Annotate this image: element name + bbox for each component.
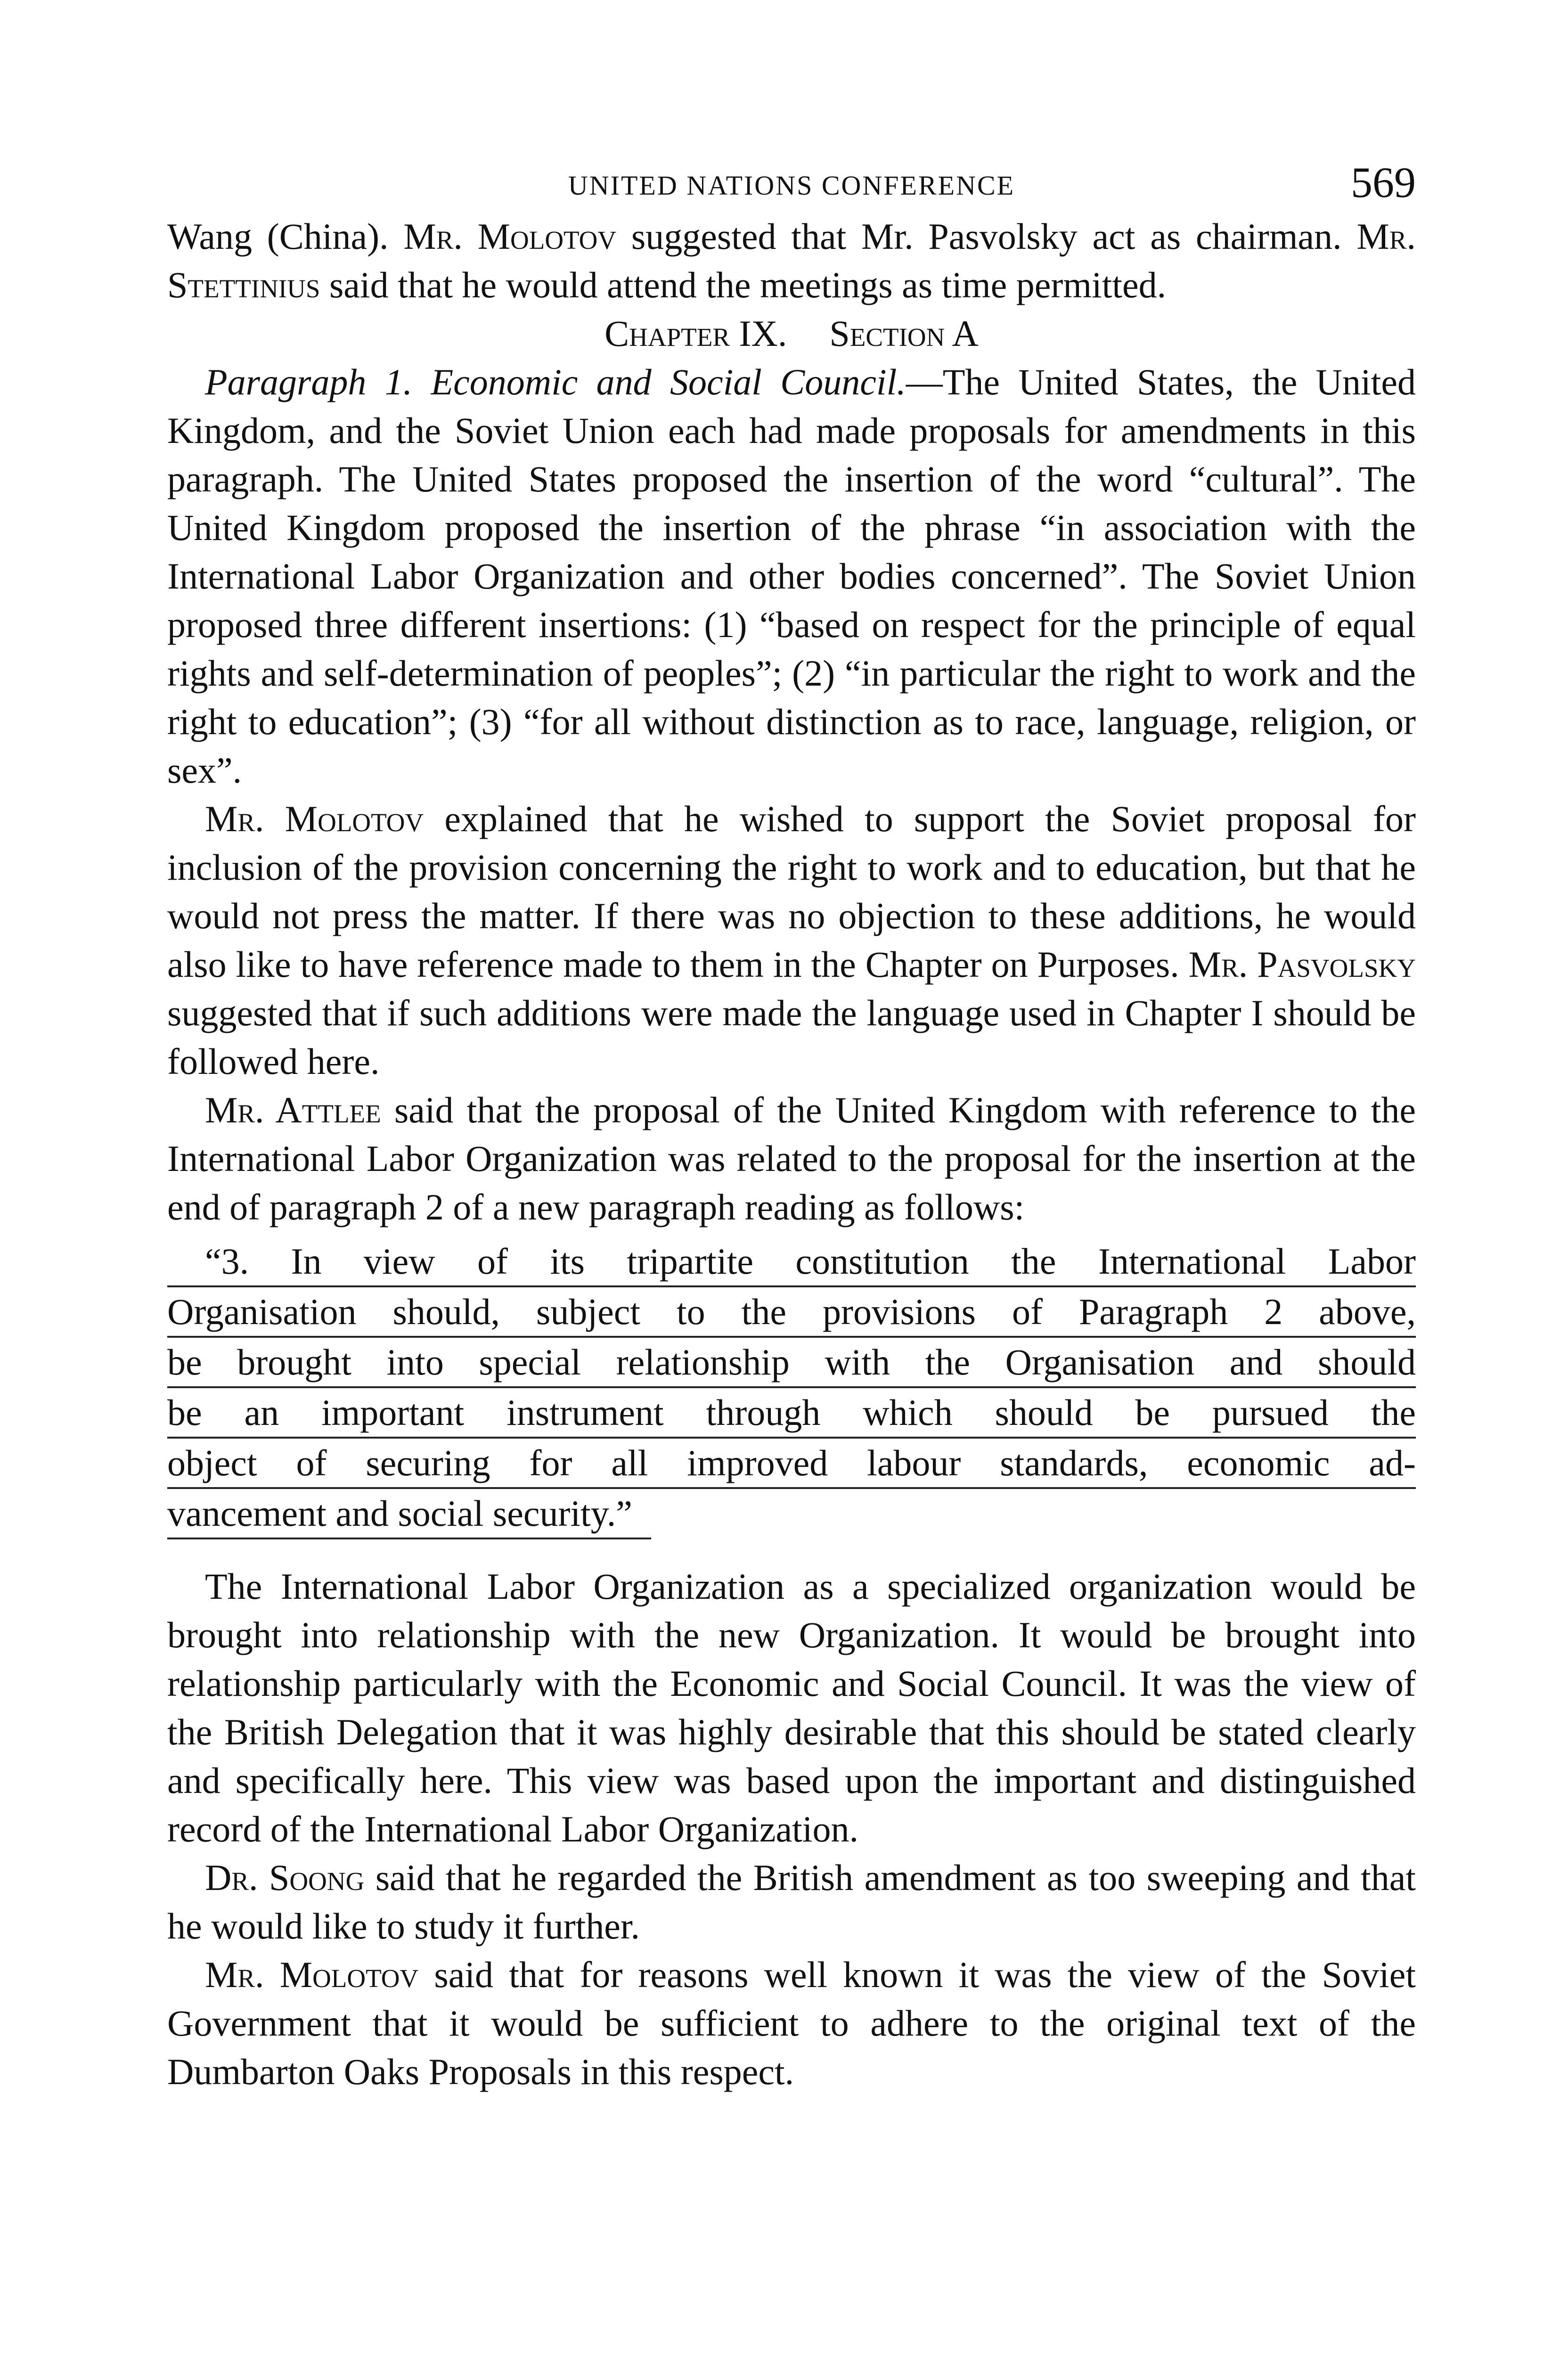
section-label: Section A — [829, 313, 979, 354]
paragraph-label: Paragraph 1. Economic and Social Council. — [205, 361, 906, 402]
speaker-name: Dr. Soong — [205, 1857, 365, 1898]
body-text — [167, 212, 1416, 2096]
paragraph-continuation — [167, 212, 1416, 309]
paragraph-attlee — [167, 1086, 1416, 1231]
text-run: Wang (China). — [167, 216, 404, 257]
paragraph-molotov-explained — [167, 794, 1416, 1086]
speaker-name: Mr. Molotov — [403, 216, 617, 257]
quote-line: Organisation should, subject to the provisions of Paragraph 2 above, — [167, 1287, 1416, 1338]
quote-line: object of securing for all improved labour standards, economic ad- — [167, 1439, 1416, 1489]
paragraph-molotov-soviet-government — [167, 1950, 1416, 2096]
text-run: —The United States, the United Kingdom, and the Soviet Union each had made proposals for amendments in this paragraph. The United States proposed the insertion of the word “cultural”. The United Kingdom proposed the insertion of the phrase “in association with the International Labor Organization and other bodies concerned”. The Soviet Union proposed three different insertions: (1) “based on respect for the principle of equal rights and self-determination of peoples”; (2) “in particular the right to work and the right to education”; (3) “for all without distinction as to race, language, religion, or sex”. — [167, 361, 1416, 791]
speaker-name: Mr. Stettinius — [167, 216, 1416, 305]
text-run: The International Labor Organization as a specialized organization would be brought into relationship with the new Organization. It would be brought into relationship particularly with the Economic and Social Council. It was the view of the British Delegation that it was highly desirable that this should be stated clearly and specifically here. This view was based upon the important and distinguished record of the International Labor Organization. — [167, 1566, 1416, 1849]
chapter-heading — [167, 309, 1416, 358]
speaker-name: Mr. Molotov — [205, 798, 424, 839]
speaker-name: Mr. Pasvolsky — [1188, 944, 1416, 985]
text-run: suggested that Mr. Pasvolsky act as chairman. — [616, 216, 1357, 257]
paragraph-economic-social-council — [167, 358, 1416, 794]
text-run: said that for reasons well known it was the view of the Soviet Government that it would be sufficient to adhere to the original text of the Dumbarton Oaks Proposals in this respect. — [167, 1954, 1416, 2092]
text-run: suggested that if such additions were made the language used in Chapter I should be followed here. — [167, 992, 1416, 1082]
quote-line: be brought into special relationship with the Organisation and should — [167, 1338, 1416, 1388]
quote-line: vancement and social security.” — [167, 1489, 651, 1539]
text-run: explained that he wished to support the Soviet proposal for inclusion of the provision concerning the right to work and to education, but that he would not press the matter. If there was no objection to these additions, he would also like to have reference made to them in the Chapter on Purposes. — [167, 798, 1416, 985]
paragraph-soong — [167, 1853, 1416, 1950]
document-page — [167, 151, 1416, 2096]
speaker-name: Mr. Molotov — [205, 1954, 419, 1995]
text-run: said that he regarded the British amendment as too sweeping and that he would like to study it further. — [167, 1857, 1416, 1947]
speaker-name: Mr. Attlee — [205, 1089, 381, 1130]
running-head — [167, 151, 1416, 206]
quoted-amendment — [167, 1237, 1416, 1539]
quote-line: “3. In view of its tripartite constitution the International Labor — [167, 1237, 1416, 1287]
quote-line: be an important instrument through which should be pursued the — [167, 1388, 1416, 1439]
running-title: UNITED NATIONS CONFERENCE — [568, 170, 1015, 201]
page-number: 569 — [1351, 158, 1416, 206]
chapter-label: Chapter IX. — [604, 313, 787, 354]
paragraph-ilo — [167, 1562, 1416, 1853]
text-run: said that he would attend the meetings as time permitted. — [320, 264, 1167, 305]
text-run: said that the proposal of the United Kingdom with reference to the International Labor Organization was related to the proposal for the insertion at the end of paragraph 2 of a new paragraph reading as follows: — [167, 1089, 1416, 1227]
